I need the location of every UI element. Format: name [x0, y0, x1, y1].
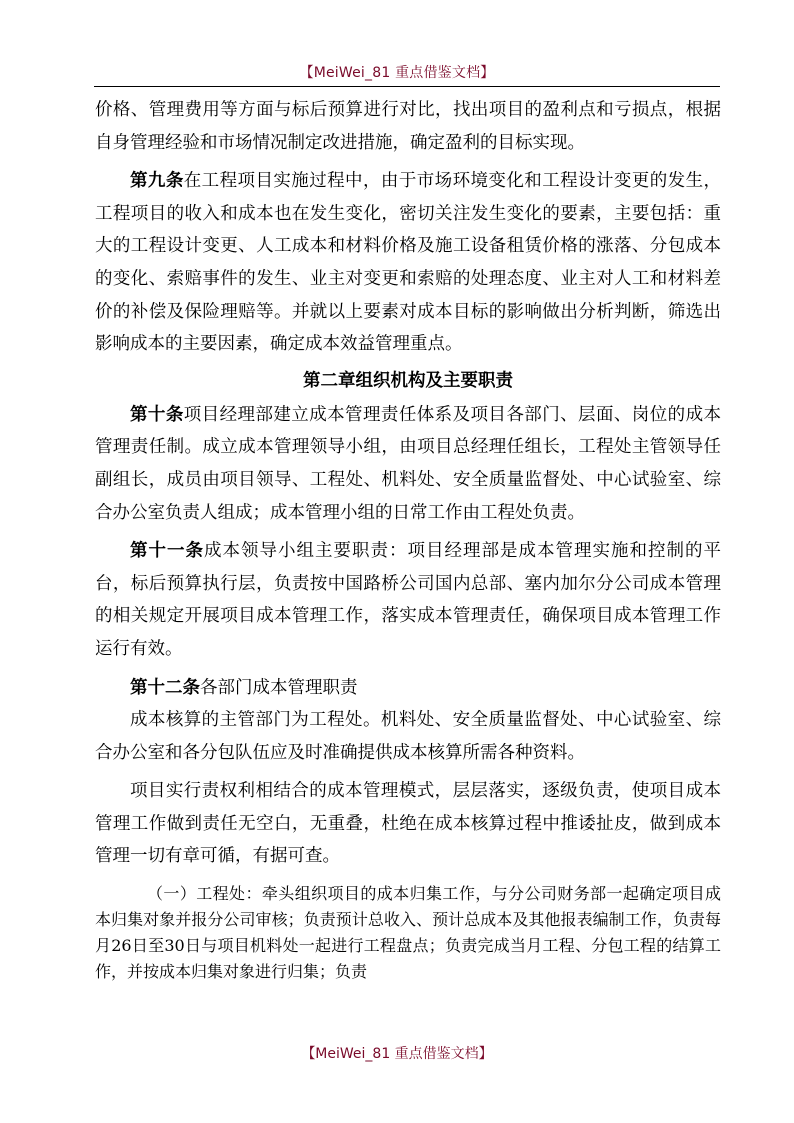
- chapter-heading: 第二章组织机构及主要职责: [303, 370, 513, 391]
- article-9: [95, 165, 721, 361]
- document-body: [95, 94, 721, 985]
- article-9-heading: 第九条: [130, 171, 184, 192]
- article-9-text: 在工程项目实施过程中，由于市场环境变化和工程设计变更的发生，工程项目的收入和成本也在发生变化，密切关注发生变化的要素，主要包括：重大的工程设计变更、人工成本和材料价格及施工设备租赁价格的涨落、分包成本的变化、索赔事件的发生、业主对变更和索赔的处理态度、业主对人工和材料差价的补偿及保险理赔等。并就以上要素对成本目标的影响做出分析判断，筛选出影响成本的主要因素，确定成本效益管理重点。: [95, 171, 721, 355]
- article-12-heading: 第十二条: [130, 677, 200, 698]
- page-footer: 【MeiWei_81 重点借鉴文档】: [301, 1046, 493, 1062]
- page-header: 【MeiWei_81 重点借鉴文档】: [299, 65, 495, 81]
- article-10-text: 项目经理部建立成本管理责任体系及项目各部门、层面、岗位的成本管理责任制。成立成本管理领导小组，由项目总经理任组长，工程处主管领导任副组长，成员由项目领导、工程处、机料处、安全质量监督处、中心试验室、综合办公室负责人组成；成本管理小组的日常工作由工程处负责。: [95, 404, 721, 523]
- article-10: [95, 399, 721, 529]
- article-10-heading: 第十条: [130, 404, 184, 425]
- article-12: [95, 672, 721, 705]
- article-11-text: 成本领导小组主要职责：项目经理部是成本管理实施和控制的平台，标后预算执行层，负责按中国路桥公司国内总部、塞内加尔分公司成本管理的相关规定开展项目成本管理工作，落实成本管理责任，确保项目成本管理工作运行有效。: [95, 541, 721, 659]
- paragraph-continuation: 价格、管理费用等方面与标后预算进行对比，找出项目的盈利点和亏损点，根据自身管理经验和市场情况制定改进措施，确定盈利的目标实现。: [95, 100, 721, 153]
- paragraph-management-mode: 项目实行责权利相结合的成本管理模式，层层落实，逐级负责，使项目成本管理工作做到责任无空白，无重叠，杜绝在成本核算过程中推诿扯皮，做到成本管理一切有章可循，有据可查。: [95, 781, 721, 867]
- paragraph-accounting: 成本核算的主管部门为工程处。机料处、安全质量监督处、中心试验室、综合办公室和各分包队伍应及时准确提供成本核算所需各种资料。: [95, 710, 721, 763]
- article-12-text: 各部门成本管理职责: [200, 677, 358, 698]
- article-11-heading: 第十一条: [130, 541, 204, 562]
- header-divider: [94, 86, 720, 87]
- paragraph-engineering-dept: （一）工程处：牵头组织项目的成本归集工作，与分公司财务部一起确定项目成本归集对象并报分公司审核；负责预计总收入、预计总成本及其他报表编制工作，负责每月26日至30日与项目机料处一起进行工程盘点；负责完成当月工程、分包工程的结算工作，并按成本归集对象进行归集；负责: [95, 884, 721, 982]
- article-11: [95, 535, 721, 665]
